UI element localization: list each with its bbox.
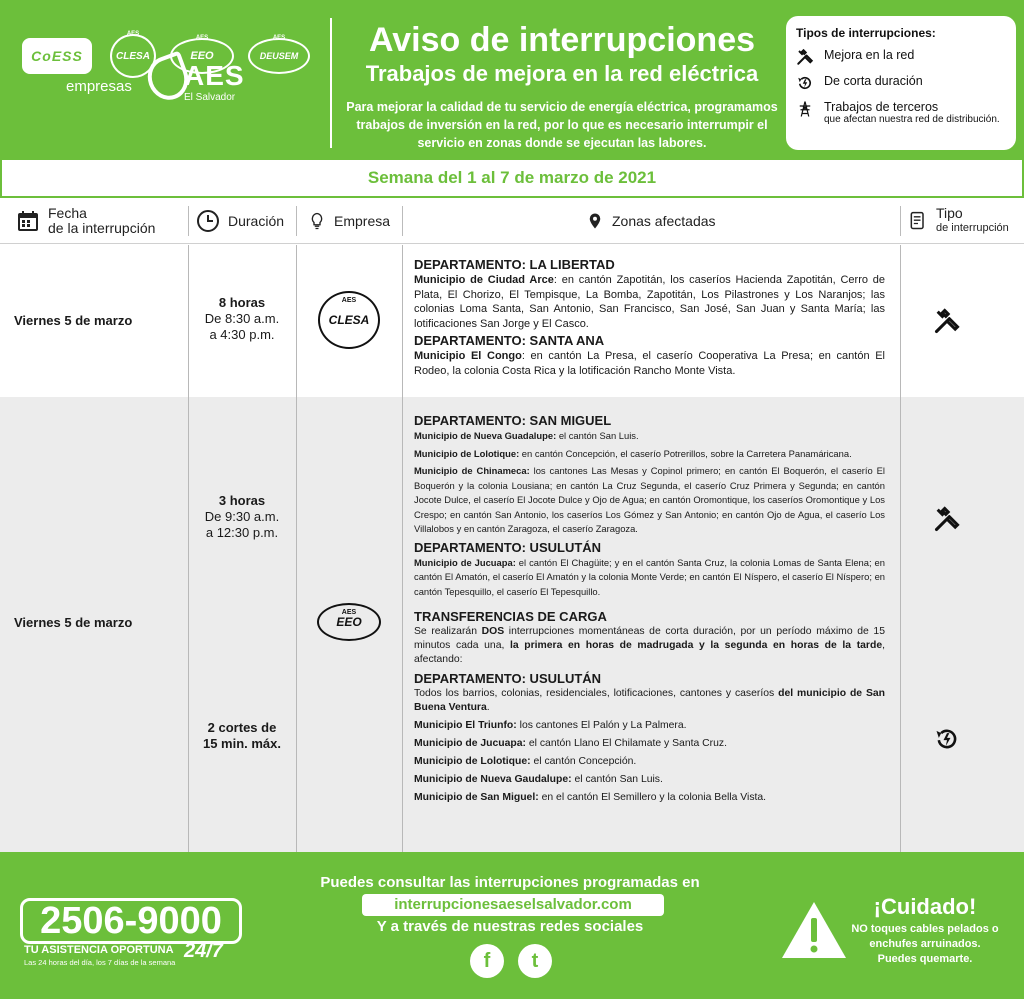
- tools-icon: [796, 48, 814, 66]
- duration-hours: 8 horas: [218, 295, 266, 310]
- legend-sublabel: que afectan nuestra red de distribución.: [824, 114, 1000, 125]
- duration-from: De 9:30 a.m.: [204, 509, 280, 524]
- municipality-text: en el cantón El Semillero y la colonia Bella Vista.: [538, 792, 767, 803]
- clesa-logo: AES CLESA: [318, 291, 380, 349]
- aes-country: El Salvador: [184, 92, 236, 103]
- footer-banner: [0, 852, 1024, 999]
- municipality-text: los cantones Las Mesas y Copinol primero; en cantón El Boquerón, el caserío El Boquerón y la colonia Lousiana; en cantón La Cruz Segunda, el caserío Cruz Primera y Segunda; en cantón Jocote Dulce, el caserío El Jocote Dulce y Ojo de Agua; en cantón Oromontique, los caseríos Oromontique y Los Crespo; en cantón San Antonio, los caseríos Los Gómez y San Antonio; en cantón Ojo de Agua, el caserío Los Villalobos y en cantón Zaragoza, el caserío Zaragoza.: [414, 465, 885, 534]
- column-divider: [402, 245, 403, 397]
- facebook-icon[interactable]: f: [470, 944, 504, 978]
- clock-icon: [196, 209, 220, 233]
- duration-to: a 12:30 p.m.: [205, 525, 279, 540]
- col-fecha-line2: de la interrupción: [48, 220, 156, 236]
- website-link[interactable]: interrupcionesaeselsalvador.com: [362, 894, 664, 916]
- row-company: [296, 291, 402, 349]
- municipality-text: el cantón Concepción.: [530, 756, 637, 767]
- municipality-text: : en cantón La Presa, el caserío Cooperativa La Presa; en cantón El Rodeo, la colonia Costa Rica y la lotificación Rancho Monte Vista.: [414, 350, 885, 377]
- warning-text: NO toques cables pelados o enchufes arruinados. Puedes quemarte.: [851, 923, 999, 965]
- col-tipo-line2: de interrupción: [936, 222, 1009, 234]
- table-row: [0, 245, 1024, 397]
- duration-cuts: 2 cortes de: [207, 720, 277, 735]
- column-divider: [900, 397, 901, 852]
- warning-icon: [780, 900, 848, 960]
- col-tipo: [908, 198, 1009, 244]
- municipality-label: Municipio de Jucuapa:: [414, 556, 516, 568]
- row-zones: DEPARTAMENTO: SAN MIGUEL Municipio de Nueva Guadalupe: el cantón San Luis. Municipio de Lolotique: en cantón Concepción, el caserío Potrerillos, sobre la Carretera Panamáricana. Municipio de Chinameca: los cantones Las Mesas y Copinol primero; en cantón El Boquerón, el caserío El Boquerón y la colonia Lousiana; en cantón La Cruz Segunda, el caserío Cruz Primera y Segunda; en cantón Jocote Dulce, el caserío El Jocote Dulce y Ojo de Agua; en cantón Oromontique, los caseríos Oromontique y Los Crespo; en cantón San Antonio, los caseríos Los Gómez y San Antonio; en cantón Ojo de Agua, el caserío Los Villalobos y en cantón Zaragoza, el caserío Zaragoza. DEPARTAMENTO: USULUTÁN Municipio de Jucuapa: el cantón El Chagüite; y en el cantón Santa Cruz, la colonia Lomas de Santa Elena; en cantón El Amatón, el caserío El Amatón y la colonia Monte Verde; en cantón El Níspero, el caserío El Níspero; en cantón Tepesquillo, el caserío El Tepesquillo. TRANSFERENCIAS DE CARGA Se realizarán DOS interrupciones momentáneas de corta duración, por un período máximo de 15 minutos cada una, la primera en horas de madrugada y la segunda en horas de la tarde, afectando: DEPARTAMENTO: USULUTÁN Todos los barrios, colonias, residenciales, lotificaciones, cantones y caseríos del municipio de San Buena Ventura. Municipio El Triunfo: los cantones El Palón y La Palmera. Municipio de Jucuapa: el cantón Llano El Chilamate y Santa Cruz. Municipio de Lolotique: el cantón Concepción. Municipio de Nueva Gaudalupe: el cantón San Luis. Municipio de San Miguel: en el cantón El Semillero y la colonia Bella Vista.: [414, 413, 885, 803]
- warning-title: ¡Cuidado!: [873, 894, 977, 919]
- department-heading: DEPARTAMENTO: SAN MIGUEL: [414, 413, 612, 428]
- deusem-logo: AES DEUSEM: [248, 38, 310, 74]
- calendar-icon: [16, 209, 40, 233]
- short-outage-icon: [796, 74, 814, 92]
- tag-247: 24/7: [184, 940, 223, 962]
- col-duracion: [196, 198, 284, 244]
- col-empresa: [308, 198, 390, 244]
- municipality-label: Municipio de San Miguel:: [414, 792, 539, 803]
- col-tipo-line1: Tipo: [936, 205, 963, 221]
- municipality-label: Municipio de Ciudad Arce: [414, 274, 554, 286]
- power-tower-icon: [796, 100, 814, 118]
- department-heading: DEPARTAMENTO: LA LIBERTAD: [414, 257, 615, 272]
- legend-item: [796, 100, 1006, 125]
- phone-hours: Las 24 horas del día, los 7 días de la semana: [24, 958, 176, 967]
- transfer-heading: TRANSFERENCIAS DE CARGA: [414, 609, 607, 624]
- col-duracion-label: Duración: [228, 213, 285, 229]
- column-divider: [188, 397, 189, 852]
- department-heading: DEPARTAMENTO: USULUTÁN: [414, 539, 602, 555]
- col-zonas: [586, 198, 716, 244]
- table-row: [0, 397, 1024, 852]
- clesa-logo: AES CLESA: [110, 34, 156, 78]
- row-date: Viernes 5 de marzo: [14, 313, 133, 328]
- row-duration-transfer: [188, 720, 296, 752]
- municipality-label: Municipio de Lolotique:: [414, 447, 520, 459]
- duration-hours: 3 horas: [218, 493, 266, 508]
- municipality-text: los cantones El Palón y La Palmera.: [516, 720, 687, 731]
- col-fecha: [16, 198, 155, 244]
- header-divider: [296, 206, 297, 236]
- legend-item: [796, 74, 1006, 92]
- municipality-text: el cantón Llano El Chilamate y Santa Cruz.: [526, 738, 727, 749]
- interruption-types-legend: [786, 16, 1016, 150]
- row-type-transfer: [902, 725, 992, 753]
- header-banner: [0, 0, 1024, 160]
- eeo-logo: AES EEO: [317, 603, 381, 641]
- row-company: [296, 603, 402, 641]
- col-fecha-line1: Fecha: [48, 205, 87, 221]
- aes-brand: AES: [184, 60, 245, 91]
- municipality-label: Municipio de Lolotique:: [414, 756, 531, 767]
- aes-logo: [148, 56, 268, 106]
- lightbulb-icon: [308, 209, 326, 233]
- eeo-logo: AES EEO: [170, 38, 234, 74]
- col-empresa-label: Empresa: [334, 213, 391, 229]
- intro-text: Para mejorar la calidad de tu servicio de energía eléctrica, programamos trabajos de inversión en la red, por lo que es necesario interrumpir el servicio en zonas donde se ejecutan las labores.: [346, 100, 778, 150]
- duration-from: De 8:30 a.m.: [204, 311, 280, 326]
- municipality-label: Municipio de Jucuapa:: [414, 738, 526, 749]
- municipality-label: Municipio El Congo: [414, 350, 522, 362]
- week-range: Semana del 1 al 7 de marzo de 2021: [0, 160, 1024, 198]
- municipality-text: : en cantón Zapotitán, los caseríos Hacienda Zapotitán, Cerro de Plata, El Chorizo, El Tempisque, La Bomba, Zapotitán, Los Pilastrones y Los Naranjos; las colonias Loma Santa, San Antonio, San Francisco, San José, San Juan y Santa María; las lotificaciones San Jorge y El Casco.: [414, 274, 885, 330]
- location-pin-icon: [586, 209, 604, 233]
- municipality-label: Municipio de Nueva Gaudalupe:: [414, 774, 572, 785]
- municipality-label: Municipio El Triunfo:: [414, 720, 517, 731]
- municipality-label: Municipio de Nueva Guadalupe:: [414, 430, 557, 441]
- empresas-label: empresas: [66, 78, 132, 95]
- legend-item: [796, 48, 1006, 66]
- tools-icon: [933, 505, 961, 533]
- row-type: [902, 307, 992, 335]
- row-type: [902, 505, 992, 533]
- social-text: Y a través de nuestras redes sociales: [376, 918, 644, 935]
- municipality-text: el cantón San Luis.: [556, 430, 639, 441]
- legend-title: Tipos de interrupciones:: [796, 26, 936, 40]
- legend-label: De corta duración: [824, 74, 923, 88]
- legend-label: Trabajos de terceros: [824, 100, 939, 114]
- phone-number[interactable]: 2506-9000: [20, 898, 242, 944]
- table-header: [0, 198, 1024, 244]
- header-divider: [402, 206, 403, 236]
- municipality-text: en cantón Concepción, el caserío Potrerillos, sobre la Carretera Panamáricana.: [519, 447, 852, 459]
- consult-text: Puedes consultar las interrupciones programadas en: [320, 874, 700, 891]
- row-duration: [188, 295, 296, 343]
- municipality-text: el cantón San Luis.: [571, 774, 663, 785]
- checklist-icon: [908, 209, 928, 233]
- phone-tagline: TU ASISTENCIA OPORTUNA: [24, 944, 174, 956]
- short-outage-icon: [933, 725, 961, 753]
- header-divider: [330, 18, 332, 148]
- department-heading: DEPARTAMENTO: USULUTÁN: [414, 671, 602, 686]
- municipality-label: Municipio de Chinameca:: [414, 465, 530, 476]
- coess-logo: CoESS: [22, 38, 92, 74]
- row-duration: [188, 493, 296, 541]
- row-date: Viernes 5 de marzo: [14, 615, 133, 630]
- col-zonas-label: Zonas afectadas: [612, 213, 716, 229]
- municipality-text: el cantón El Chagüite; y en el cantón Santa Cruz, la colonia Lomas de Santa Elena; en cantón El Amatón, el caserío El Amatón y la colonia Monte Verde; en cantón El Níspero, el caserío El Níspero; en cantón Tepesquillo, el caserío El Tepesquillo.: [414, 556, 885, 597]
- page-subtitle: Trabajos de mejora en la red eléctrica: [365, 61, 759, 86]
- column-divider: [900, 245, 901, 397]
- column-divider: [402, 397, 403, 852]
- page-title: Aviso de interrupciones: [368, 21, 756, 59]
- legend-label: Mejora en la red: [824, 48, 915, 62]
- twitter-icon[interactable]: t: [518, 944, 552, 978]
- row-zones: [414, 255, 885, 378]
- header-divider: [188, 206, 189, 236]
- tools-icon: [933, 307, 961, 335]
- duration-max: 15 min. máx.: [202, 736, 282, 751]
- duration-to: a 4:30 p.m.: [209, 327, 275, 342]
- header-divider: [900, 206, 901, 236]
- department-heading: DEPARTAMENTO: SANTA ANA: [414, 333, 605, 348]
